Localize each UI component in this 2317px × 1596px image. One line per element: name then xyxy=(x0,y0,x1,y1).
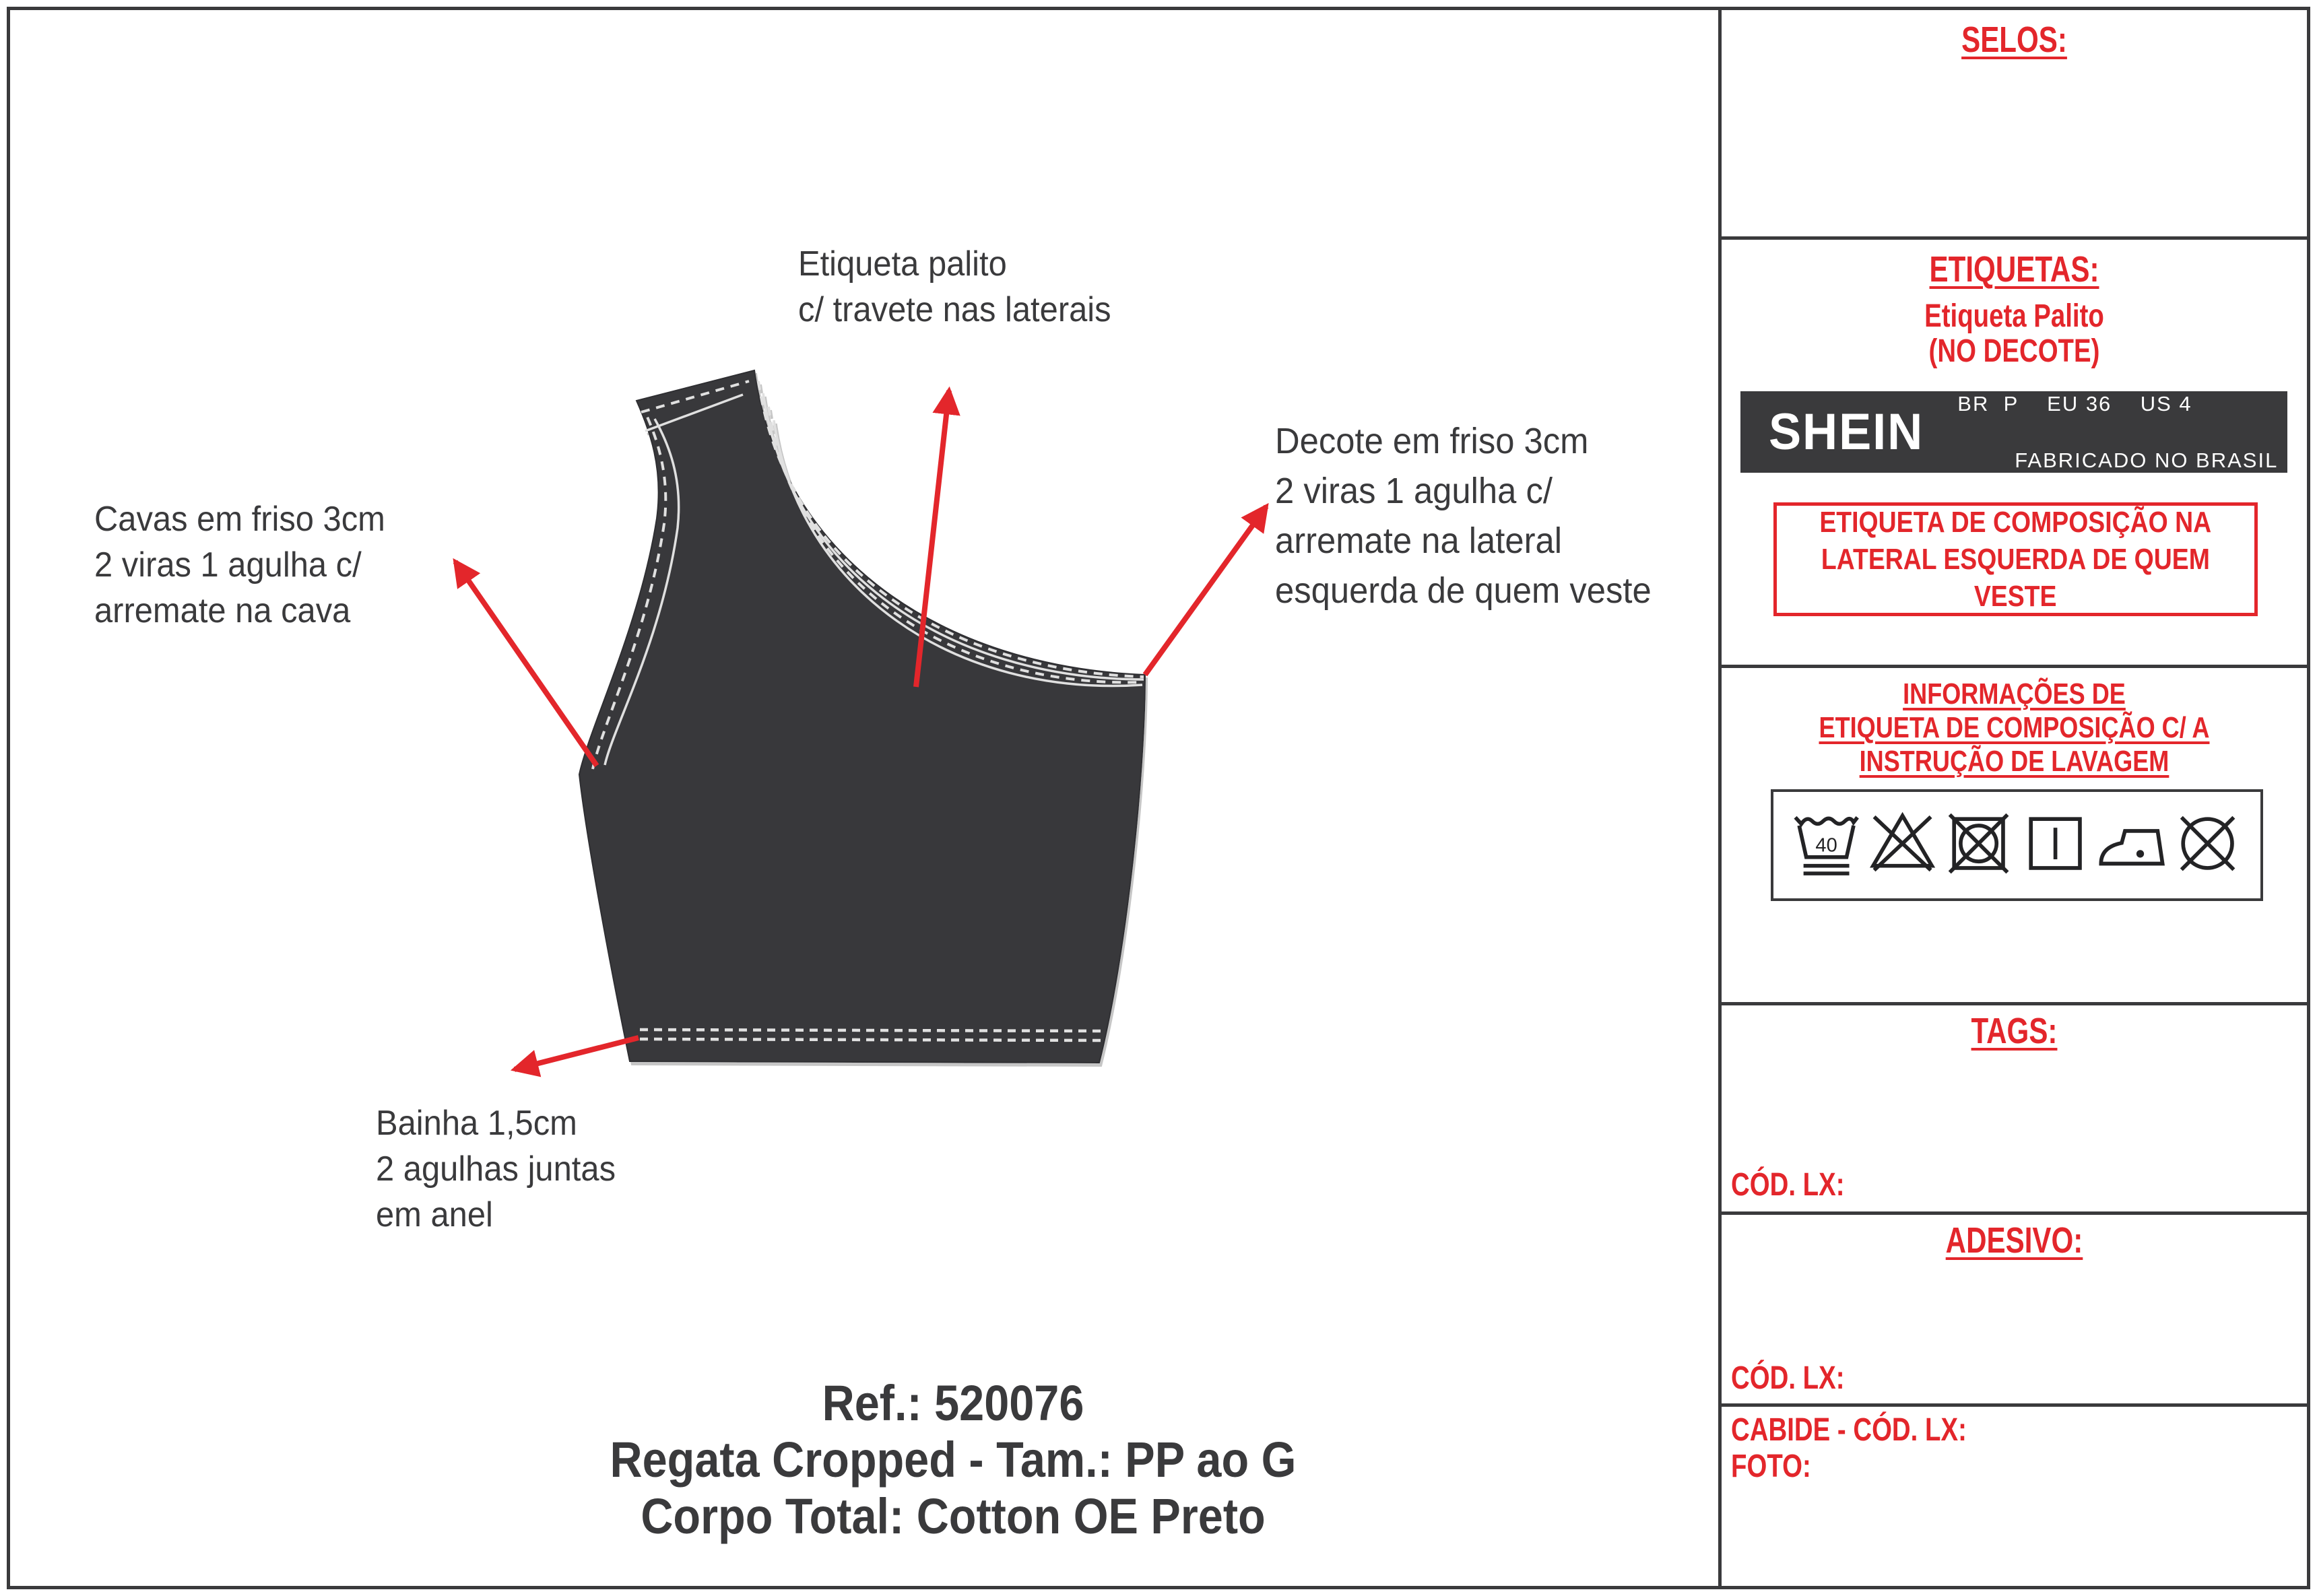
wash-40-mild-icon xyxy=(1788,802,1864,888)
brand-label-details xyxy=(1957,390,2278,475)
section-selos xyxy=(1718,7,2310,240)
label-line: em anel xyxy=(376,1195,493,1234)
tags-cod-lx-label: CÓD. LX: xyxy=(1731,1167,1845,1203)
composition-note-box xyxy=(1773,502,2258,616)
label-line: Decote em friso 3cm xyxy=(1275,421,1589,461)
etiquetas-title: ETIQUETAS: xyxy=(1929,249,2099,290)
label-line: Bainha 1,5cm xyxy=(376,1104,577,1143)
shein-logo: SHEIN xyxy=(1769,403,1924,461)
label-decote xyxy=(1275,416,1652,616)
garment-one-shoulder-crop-top xyxy=(579,370,1145,1063)
cabide-cod-lx-label: CABIDE - CÓD. LX: xyxy=(1731,1412,1967,1448)
informacoes-title-line: INFORMAÇÕES DE xyxy=(1903,677,2126,710)
informacoes-title-line: INSTRUÇÃO DE LAVAGEM xyxy=(1859,745,2169,778)
drip-dry-icon xyxy=(2017,802,2093,888)
section-informacoes xyxy=(1718,665,2310,1005)
tags-title: TAGS: xyxy=(1971,1011,2058,1051)
label-cavas xyxy=(94,496,385,634)
garment-silhouette xyxy=(579,370,1145,1063)
composition-note-line: VESTE xyxy=(1974,580,2057,613)
label-line: Cavas em friso 3cm xyxy=(94,500,385,539)
label-line: esquerda de quem veste xyxy=(1275,570,1652,611)
adesivo-title: ADESIVO: xyxy=(1945,1220,2083,1261)
composition-note-line: LATERAL ESQUERDA DE QUEM xyxy=(1821,543,2210,576)
label-line: 2 agulhas juntas xyxy=(376,1150,616,1189)
do-not-dry-clean-icon xyxy=(2169,802,2246,888)
product-size-line: Regata Cropped - Tam.: PP ao G xyxy=(610,1432,1297,1488)
label-line: arremate na lateral xyxy=(1275,521,1563,561)
label-line: Etiqueta palito xyxy=(798,244,1007,284)
section-cabide-foto xyxy=(1718,1403,2310,1589)
section-adesivo xyxy=(1718,1211,2310,1407)
etiqueta-palito-note: Etiqueta Palito xyxy=(1924,298,2104,334)
label-etiqueta-palito xyxy=(798,241,1111,333)
cabide-foto-labels xyxy=(1731,1412,2025,1485)
brand-label-origin: FABRICADO NO BRASIL xyxy=(2015,448,2279,472)
label-line: 2 viras 1 agulha c/ xyxy=(94,545,362,585)
label-line: arremate na cava xyxy=(94,591,351,630)
adesivo-cod-lx-label: CÓD. LX: xyxy=(1731,1360,1845,1396)
selos-title: SELOS: xyxy=(1961,20,2067,60)
ref-number: Ref.: 520076 xyxy=(822,1375,1084,1431)
composition-note-line: ETIQUETA DE COMPOSIÇÃO NA xyxy=(1819,506,2212,539)
brand-label-sizes: BR P EU 36 US 4 xyxy=(1957,391,2192,415)
brand-label-preview xyxy=(1740,391,2287,473)
do-not-bleach-icon xyxy=(1864,802,1940,888)
arrow-decote xyxy=(1145,506,1266,675)
care-symbols-strip xyxy=(1771,789,2263,901)
arrow-bainha xyxy=(515,1038,639,1069)
informacoes-title-line: ETIQUETA DE COMPOSIÇÃO C/ A xyxy=(1819,711,2210,744)
section-tags xyxy=(1718,1002,2310,1215)
fabric-line: Corpo Total: Cotton OE Preto xyxy=(641,1488,1266,1544)
iron-low-icon xyxy=(2093,802,2169,888)
label-line: 2 viras 1 agulha c/ xyxy=(1275,471,1553,511)
label-line: c/ travete nas laterais xyxy=(798,290,1111,329)
label-bainha xyxy=(376,1100,616,1238)
reference-block xyxy=(520,1375,1387,1545)
arrow-cavas xyxy=(455,562,597,766)
wash-temperature: 40 xyxy=(1815,834,1837,857)
foto-label: FOTO: xyxy=(1731,1449,1811,1484)
do-not-tumble-dry-icon xyxy=(1940,802,2017,888)
section-etiquetas xyxy=(1718,236,2310,668)
no-decote-note: (NO DECOTE) xyxy=(1928,333,2100,369)
